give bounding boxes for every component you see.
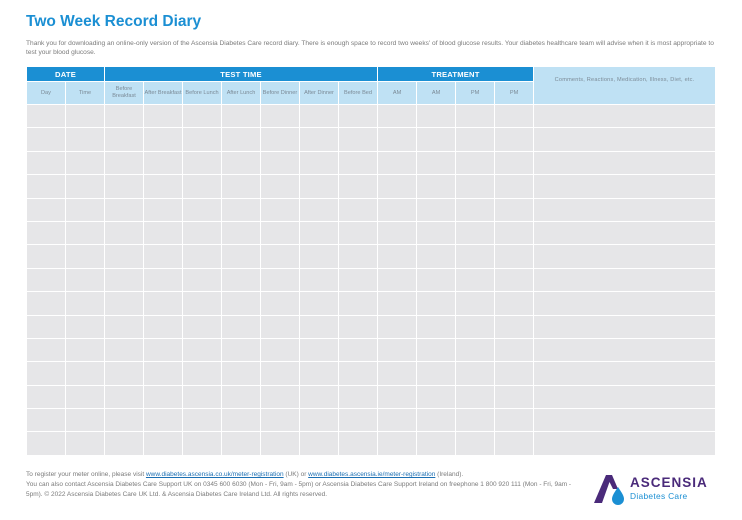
column-header: Before Lunch — [183, 82, 221, 104]
record-diary-table — [26, 66, 716, 456]
entry-cell[interactable] — [261, 386, 299, 408]
entry-cell[interactable] — [456, 128, 494, 150]
entry-cell[interactable] — [222, 199, 260, 221]
entry-cell[interactable] — [339, 222, 377, 244]
entry-cell[interactable] — [105, 292, 143, 314]
entry-cell[interactable] — [300, 339, 338, 361]
entry-cell[interactable] — [339, 269, 377, 291]
column-header: Before Bed — [339, 82, 377, 104]
entry-cell[interactable] — [339, 409, 377, 431]
entry-cell[interactable] — [105, 316, 143, 338]
entry-cell[interactable] — [495, 199, 533, 221]
entry-cell[interactable] — [339, 339, 377, 361]
entry-cell[interactable] — [378, 362, 416, 384]
entry-cell[interactable] — [456, 316, 494, 338]
entry-cell[interactable] — [222, 362, 260, 384]
entry-cell[interactable] — [495, 152, 533, 174]
entry-cell[interactable] — [144, 386, 182, 408]
entry-cell[interactable] — [300, 175, 338, 197]
entry-cell[interactable] — [27, 245, 65, 267]
comments-cell[interactable] — [534, 199, 715, 221]
entry-cell[interactable] — [456, 152, 494, 174]
column-header: AM — [417, 82, 455, 104]
ascensia-logo-icon — [592, 473, 626, 505]
entry-cell[interactable] — [222, 128, 260, 150]
entry-cell[interactable] — [417, 152, 455, 174]
entry-cell[interactable] — [261, 409, 299, 431]
footer-register-text: To register your meter online, please visit — [26, 471, 146, 478]
entry-cell[interactable] — [300, 222, 338, 244]
entry-cell[interactable] — [378, 128, 416, 150]
comments-cell[interactable] — [534, 105, 715, 127]
entry-cell[interactable] — [495, 362, 533, 384]
entry-cell[interactable] — [183, 152, 221, 174]
entry-cell[interactable] — [378, 105, 416, 127]
entry-cell[interactable] — [378, 245, 416, 267]
entry-cell[interactable] — [261, 175, 299, 197]
entry-cell[interactable] — [339, 292, 377, 314]
entry-cell[interactable] — [66, 222, 104, 244]
entry-cell[interactable] — [261, 269, 299, 291]
treatment-group-header: TREATMENT — [378, 67, 533, 81]
entry-cell[interactable] — [339, 362, 377, 384]
entry-cell[interactable] — [27, 316, 65, 338]
entry-cell[interactable] — [261, 222, 299, 244]
entry-cell[interactable] — [495, 175, 533, 197]
entry-cell[interactable] — [339, 152, 377, 174]
entry-cell[interactable] — [144, 432, 182, 454]
table-row — [27, 152, 715, 174]
comments-cell[interactable] — [534, 245, 715, 267]
comments-cell[interactable] — [534, 175, 715, 197]
entry-cell[interactable] — [66, 409, 104, 431]
entry-cell[interactable] — [105, 362, 143, 384]
entry-cell[interactable] — [261, 105, 299, 127]
entry-cell[interactable] — [105, 339, 143, 361]
entry-cell[interactable] — [378, 222, 416, 244]
entry-cell[interactable] — [222, 222, 260, 244]
date-group-header: DATE — [27, 67, 104, 81]
entry-cell[interactable] — [27, 105, 65, 127]
entry-cell[interactable] — [144, 316, 182, 338]
entry-cell[interactable] — [456, 386, 494, 408]
entry-cell[interactable] — [27, 339, 65, 361]
entry-cell[interactable] — [378, 339, 416, 361]
entry-cell[interactable] — [222, 316, 260, 338]
logo-tagline: Diabetes Care — [630, 491, 688, 501]
entry-cell[interactable] — [456, 199, 494, 221]
entry-cell[interactable] — [417, 199, 455, 221]
entry-cell[interactable] — [261, 362, 299, 384]
table-row — [27, 432, 715, 454]
entry-cell[interactable] — [300, 409, 338, 431]
entry-cell[interactable] — [183, 432, 221, 454]
entry-cell[interactable] — [495, 292, 533, 314]
entry-cell[interactable] — [378, 175, 416, 197]
entry-cell[interactable] — [105, 409, 143, 431]
entry-cell[interactable] — [378, 316, 416, 338]
table-row — [27, 105, 715, 127]
column-header: PM — [495, 82, 533, 104]
ascensia-logo — [590, 470, 720, 506]
entry-cell[interactable] — [300, 386, 338, 408]
entry-cell[interactable] — [261, 432, 299, 454]
entry-cell[interactable] — [66, 339, 104, 361]
entry-cell[interactable] — [144, 105, 182, 127]
entry-cell[interactable] — [417, 292, 455, 314]
entry-cell[interactable] — [222, 245, 260, 267]
entry-cell[interactable] — [183, 199, 221, 221]
entry-cell[interactable] — [417, 245, 455, 267]
page-title: Two Week Record Diary — [26, 13, 202, 30]
entry-cell[interactable] — [261, 152, 299, 174]
comments-cell[interactable] — [534, 409, 715, 431]
entry-cell[interactable] — [66, 152, 104, 174]
entry-cell[interactable] — [456, 175, 494, 197]
entry-cell[interactable] — [66, 386, 104, 408]
comments-cell[interactable] — [534, 152, 715, 174]
entry-cell[interactable] — [339, 386, 377, 408]
entry-cell[interactable] — [27, 432, 65, 454]
entry-cell[interactable] — [144, 222, 182, 244]
entry-cell[interactable] — [456, 339, 494, 361]
entry-cell[interactable] — [300, 152, 338, 174]
entry-cell[interactable] — [105, 432, 143, 454]
entry-cell[interactable] — [27, 175, 65, 197]
table-row — [27, 362, 715, 384]
entry-cell[interactable] — [495, 105, 533, 127]
entry-cell[interactable] — [144, 362, 182, 384]
comments-cell[interactable] — [534, 432, 715, 454]
entry-cell[interactable] — [222, 339, 260, 361]
entry-cell[interactable] — [183, 105, 221, 127]
table-row — [27, 292, 715, 314]
entry-cell[interactable] — [261, 316, 299, 338]
entry-cell[interactable] — [261, 128, 299, 150]
entry-cell[interactable] — [417, 128, 455, 150]
entry-cell[interactable] — [144, 269, 182, 291]
comments-header: Comments, Reactions, Medication, Illness, Diet, etc. — [534, 67, 715, 104]
comments-cell[interactable] — [534, 339, 715, 361]
entry-cell[interactable] — [300, 362, 338, 384]
entry-cell[interactable] — [300, 245, 338, 267]
entry-cell[interactable] — [495, 128, 533, 150]
entry-cell[interactable] — [495, 245, 533, 267]
entry-cell[interactable] — [339, 199, 377, 221]
entry-cell[interactable] — [105, 128, 143, 150]
group-header-row — [27, 67, 715, 81]
entry-cell[interactable] — [417, 175, 455, 197]
entry-cell[interactable] — [105, 386, 143, 408]
entry-cell[interactable] — [66, 175, 104, 197]
entry-cell[interactable] — [378, 386, 416, 408]
entry-cell[interactable] — [417, 432, 455, 454]
footer-contact-text: You can also contact Ascensia Diabetes Care Support UK on 0345 600 6030 (Mon - Fri, 9am - 5pm) or Ascensia Diabetes Care Support Ireland on freephone 1 800 920 111 (Mon - Fri, 9am - 5pm). © 2022 Ascensia Diabetes Care UK Ltd. & Ascensia Diabetes Care Ireland Ltd. All rights reserved. — [26, 480, 572, 498]
entry-cell[interactable] — [456, 245, 494, 267]
entry-cell[interactable] — [378, 152, 416, 174]
comments-cell[interactable] — [534, 269, 715, 291]
entry-cell[interactable] — [495, 222, 533, 244]
entry-cell[interactable] — [300, 432, 338, 454]
column-header: Before Dinner — [261, 82, 299, 104]
entry-cell[interactable] — [417, 316, 455, 338]
entry-cell[interactable] — [456, 105, 494, 127]
entry-cell[interactable] — [300, 105, 338, 127]
column-header: Before Breakfast — [105, 82, 143, 104]
entry-cell[interactable] — [183, 386, 221, 408]
entry-cell[interactable] — [495, 339, 533, 361]
entry-cell[interactable] — [27, 362, 65, 384]
entry-cell[interactable] — [183, 128, 221, 150]
uk-registration-link[interactable]: www.diabetes.ascensia.co.uk/meter-registration — [145, 471, 284, 478]
entry-cell[interactable] — [222, 292, 260, 314]
comments-cell[interactable] — [534, 316, 715, 338]
column-header: Time — [66, 82, 104, 104]
entry-cell[interactable] — [339, 432, 377, 454]
table-row — [27, 316, 715, 338]
entry-cell[interactable] — [66, 362, 104, 384]
entry-cell[interactable] — [456, 432, 494, 454]
entry-cell[interactable] — [66, 199, 104, 221]
comments-cell[interactable] — [534, 362, 715, 384]
entry-cell[interactable] — [183, 409, 221, 431]
comments-cell[interactable] — [534, 222, 715, 244]
entry-cell[interactable] — [27, 152, 65, 174]
entry-cell[interactable] — [144, 128, 182, 150]
entry-cell[interactable] — [456, 292, 494, 314]
table-row — [27, 269, 715, 291]
entry-cell[interactable] — [456, 222, 494, 244]
entry-cell[interactable] — [27, 199, 65, 221]
footer-register-post: (Ireland). — [435, 471, 464, 478]
entry-cell[interactable] — [183, 222, 221, 244]
entry-cell[interactable] — [300, 316, 338, 338]
entry-cell[interactable] — [495, 316, 533, 338]
entry-cell[interactable] — [183, 316, 221, 338]
entry-cell[interactable] — [222, 152, 260, 174]
entry-cell[interactable] — [495, 432, 533, 454]
entry-cell[interactable] — [300, 128, 338, 150]
entry-cell[interactable] — [144, 245, 182, 267]
entry-cell[interactable] — [27, 222, 65, 244]
table-row — [27, 199, 715, 221]
entry-cell[interactable] — [495, 409, 533, 431]
entry-cell[interactable] — [183, 339, 221, 361]
entry-cell[interactable] — [339, 105, 377, 127]
entry-cell[interactable] — [417, 222, 455, 244]
entry-cell[interactable] — [261, 245, 299, 267]
entry-cell[interactable] — [417, 339, 455, 361]
entry-cell[interactable] — [105, 175, 143, 197]
entry-cell[interactable] — [417, 269, 455, 291]
entry-cell[interactable] — [183, 292, 221, 314]
entry-cell[interactable] — [261, 339, 299, 361]
entry-cell[interactable] — [417, 362, 455, 384]
entry-cell[interactable] — [378, 199, 416, 221]
entry-cell[interactable] — [27, 386, 65, 408]
entry-cell[interactable] — [66, 105, 104, 127]
entry-cell[interactable] — [378, 409, 416, 431]
table-row — [27, 245, 715, 267]
column-header: AM — [378, 82, 416, 104]
entry-cell[interactable] — [222, 386, 260, 408]
entry-cell[interactable] — [183, 362, 221, 384]
entry-cell[interactable] — [339, 175, 377, 197]
entry-cell[interactable] — [261, 199, 299, 221]
footer-register-mid: (UK) or — [283, 471, 309, 478]
logo-wordmark: ASCENSIA — [630, 475, 708, 490]
entry-cell[interactable] — [261, 292, 299, 314]
entry-cell[interactable] — [378, 292, 416, 314]
diary-body — [27, 105, 715, 455]
column-header: Day — [27, 82, 65, 104]
entry-cell[interactable] — [66, 292, 104, 314]
entry-cell[interactable] — [105, 152, 143, 174]
comments-cell[interactable] — [534, 128, 715, 150]
entry-cell[interactable] — [183, 245, 221, 267]
entry-cell[interactable] — [300, 292, 338, 314]
column-header: PM — [456, 82, 494, 104]
entry-cell[interactable] — [339, 316, 377, 338]
entry-cell[interactable] — [27, 292, 65, 314]
comments-cell[interactable] — [534, 386, 715, 408]
entry-cell[interactable] — [144, 409, 182, 431]
entry-cell[interactable] — [144, 339, 182, 361]
entry-cell[interactable] — [222, 105, 260, 127]
entry-cell[interactable] — [417, 409, 455, 431]
test-time-group-header: TEST TIME — [105, 67, 377, 81]
column-header: After Breakfast — [144, 82, 182, 104]
entry-cell[interactable] — [378, 432, 416, 454]
entry-cell[interactable] — [339, 245, 377, 267]
table-row — [27, 409, 715, 431]
column-header: After Dinner — [300, 82, 338, 104]
comments-cell[interactable] — [534, 292, 715, 314]
entry-cell[interactable] — [144, 292, 182, 314]
entry-cell[interactable] — [105, 245, 143, 267]
entry-cell[interactable] — [222, 269, 260, 291]
ie-registration-link[interactable]: www.diabetes.ascensia.ie/meter-registration — [308, 471, 436, 478]
table-row — [27, 222, 715, 244]
entry-cell[interactable] — [339, 128, 377, 150]
entry-cell[interactable] — [66, 269, 104, 291]
entry-cell[interactable] — [27, 128, 65, 150]
entry-cell[interactable] — [378, 269, 416, 291]
entry-cell[interactable] — [495, 386, 533, 408]
entry-cell[interactable] — [456, 409, 494, 431]
entry-cell[interactable] — [144, 152, 182, 174]
intro-text: Thank you for downloading an online-only version of the Ascensia Diabetes Care record diary. There is enough space to record two weeks' of blood glucose results. Your diabetes healthcare team will advise when it is most appropriate to test your blood glucose. — [26, 40, 714, 57]
entry-cell[interactable] — [66, 245, 104, 267]
entry-cell[interactable] — [27, 409, 65, 431]
entry-cell[interactable] — [105, 269, 143, 291]
entry-cell[interactable] — [27, 269, 65, 291]
table-row — [27, 339, 715, 361]
entry-cell[interactable] — [222, 432, 260, 454]
entry-cell[interactable] — [183, 175, 221, 197]
entry-cell[interactable] — [417, 105, 455, 127]
table-row — [27, 128, 715, 150]
entry-cell[interactable] — [456, 362, 494, 384]
entry-cell[interactable] — [417, 386, 455, 408]
entry-cell[interactable] — [66, 432, 104, 454]
entry-cell[interactable] — [144, 199, 182, 221]
entry-cell[interactable] — [222, 409, 260, 431]
footer-text — [26, 470, 586, 499]
entry-cell[interactable] — [222, 175, 260, 197]
entry-cell[interactable] — [495, 269, 533, 291]
table-row — [27, 386, 715, 408]
entry-cell[interactable] — [105, 199, 143, 221]
entry-cell[interactable] — [144, 175, 182, 197]
entry-cell[interactable] — [300, 199, 338, 221]
entry-cell[interactable] — [300, 269, 338, 291]
entry-cell[interactable] — [66, 316, 104, 338]
entry-cell[interactable] — [183, 269, 221, 291]
entry-cell[interactable] — [456, 269, 494, 291]
entry-cell[interactable] — [105, 222, 143, 244]
entry-cell[interactable] — [66, 128, 104, 150]
column-header: After Lunch — [222, 82, 260, 104]
table-row — [27, 175, 715, 197]
entry-cell[interactable] — [105, 105, 143, 127]
